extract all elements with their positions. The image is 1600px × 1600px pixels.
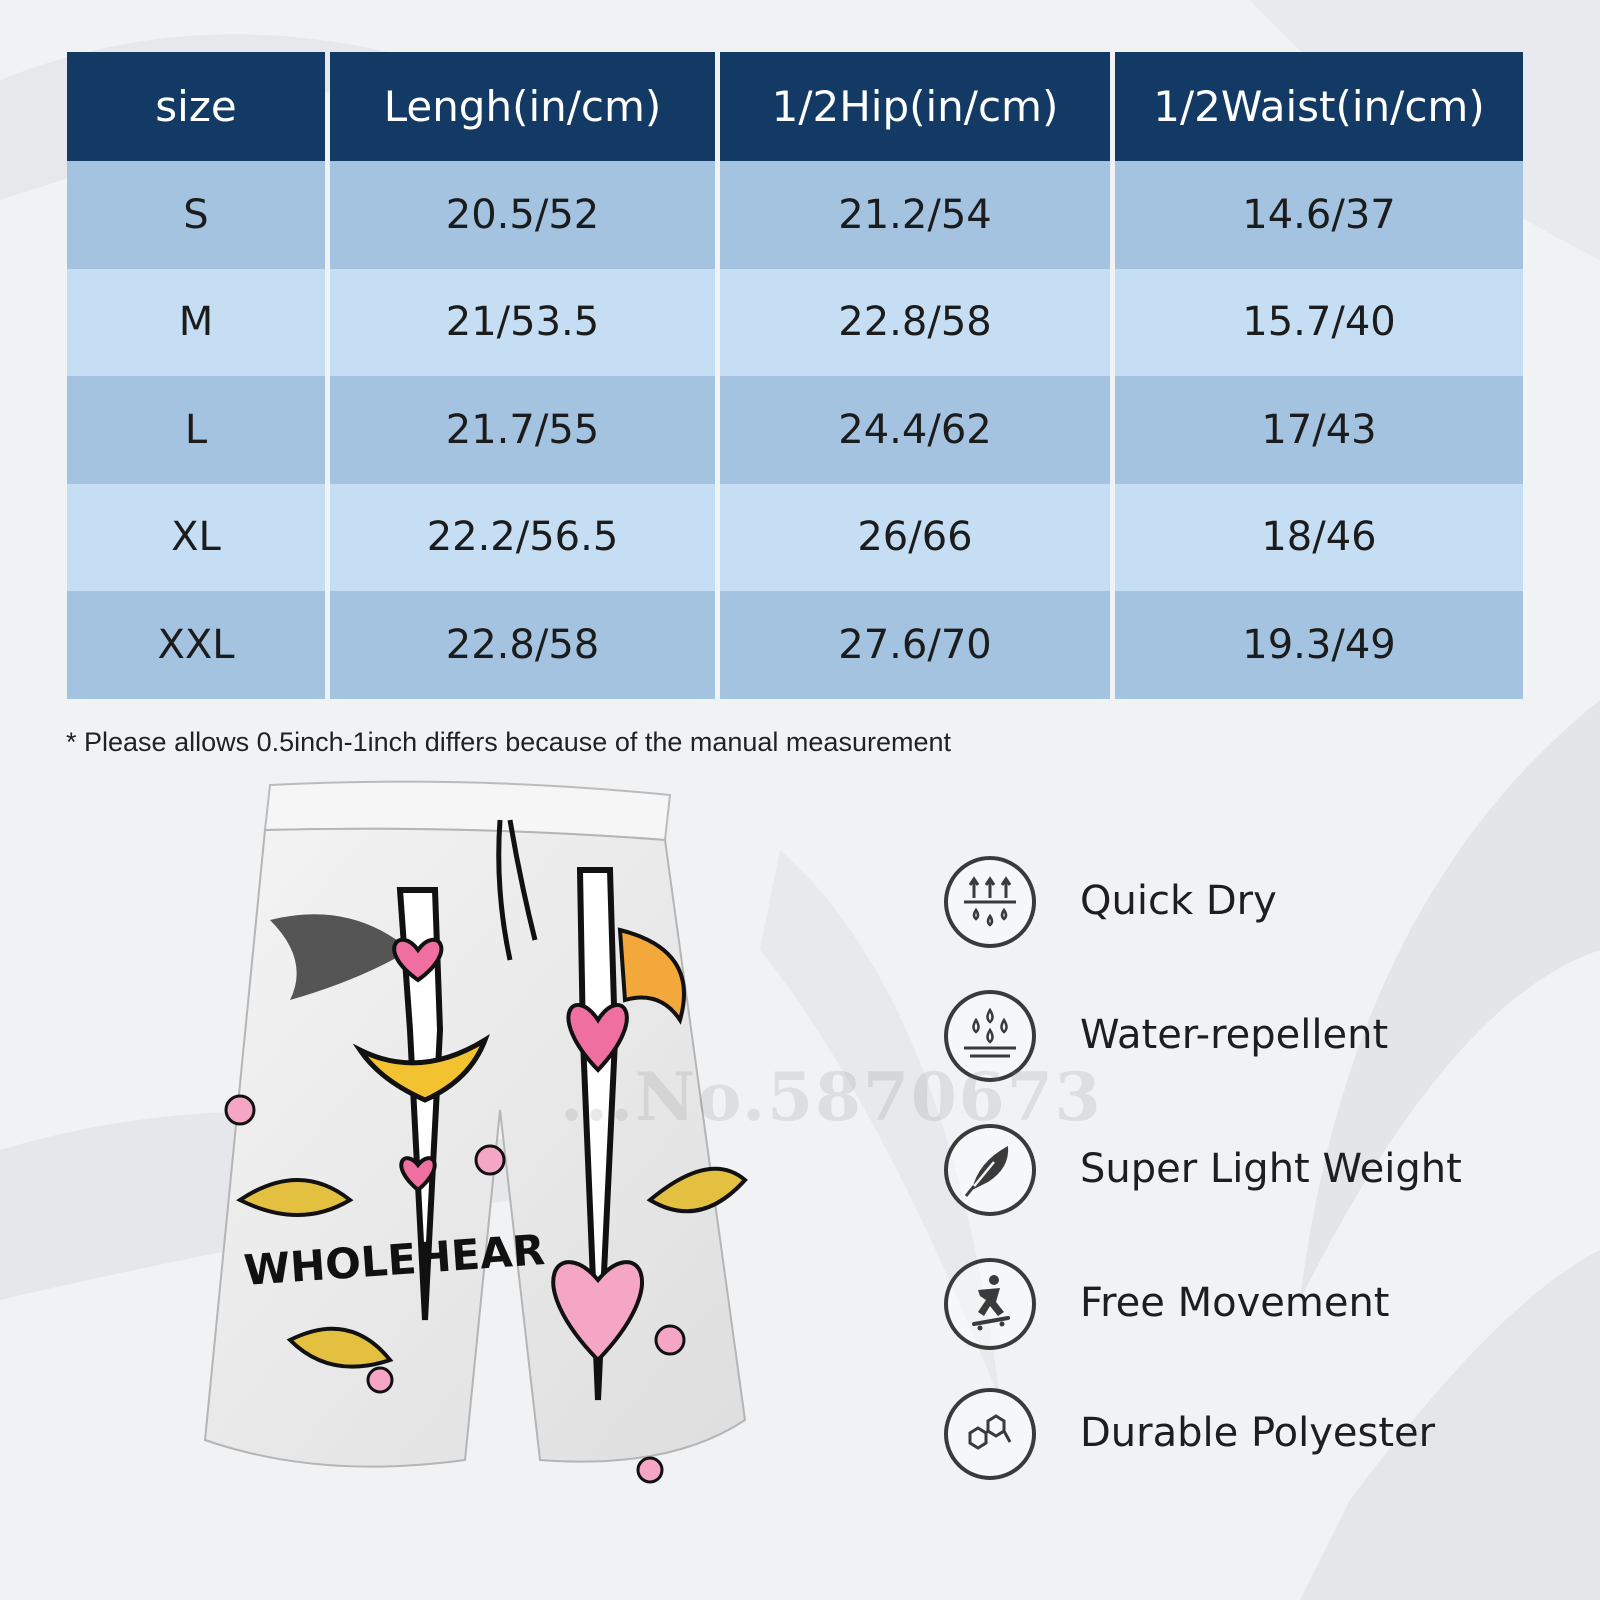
header-half-hip: 1/2Hip(in/cm) <box>720 52 1110 161</box>
skater-icon <box>944 1258 1036 1350</box>
cell-half-waist: 15.7/40 <box>1115 269 1523 377</box>
header-length: Lengh(in/cm) <box>330 52 715 161</box>
cell-size: L <box>67 376 325 484</box>
cell-length: 20.5/52 <box>330 161 715 269</box>
table-row <box>67 269 1523 377</box>
cell-half-waist: 14.6/37 <box>1115 161 1523 269</box>
watermark-text: ...No.5870673 <box>560 1058 1103 1136</box>
cell-length: 22.8/58 <box>330 591 715 699</box>
header-size: size <box>67 52 325 161</box>
feature-label: Free Movement <box>1080 1280 1390 1326</box>
cell-half-hip: 24.4/62 <box>720 376 1110 484</box>
cell-length: 22.2/56.5 <box>330 484 715 592</box>
cell-length: 21.7/55 <box>330 376 715 484</box>
table-row <box>67 591 1523 699</box>
cell-length: 21/53.5 <box>330 269 715 377</box>
table-row <box>67 484 1523 592</box>
shorts-print-text: WHOLEHEAR <box>242 1225 547 1295</box>
cell-size: S <box>67 161 325 269</box>
quick-dry-icon <box>944 856 1036 948</box>
cell-half-hip: 27.6/70 <box>720 591 1110 699</box>
cell-half-hip: 21.2/54 <box>720 161 1110 269</box>
cell-half-waist: 18/46 <box>1115 484 1523 592</box>
size-chart-table <box>62 52 1528 699</box>
header-half-waist: 1/2Waist(in/cm) <box>1115 52 1523 161</box>
feature-durable-polyester <box>944 1388 1544 1484</box>
cell-half-waist: 17/43 <box>1115 376 1523 484</box>
feature-label: Quick Dry <box>1080 878 1277 924</box>
cell-size: M <box>67 269 325 377</box>
polyester-molecule-icon <box>944 1388 1036 1480</box>
feature-quick-dry <box>944 856 1544 952</box>
cell-half-waist: 19.3/49 <box>1115 591 1523 699</box>
feature-free-movement <box>944 1258 1544 1354</box>
table-row <box>67 376 1523 484</box>
cell-half-hip: 26/66 <box>720 484 1110 592</box>
cell-half-hip: 22.8/58 <box>720 269 1110 377</box>
table-row <box>67 161 1523 269</box>
size-chart-header-row <box>67 52 1523 161</box>
measurement-note: * Please allows 0.5inch-1inch differs because of the manual measurement <box>66 727 952 757</box>
feature-super-light-weight <box>944 1124 1544 1220</box>
cell-size: XXL <box>67 591 325 699</box>
feature-label: Water-repellent <box>1080 1012 1389 1058</box>
feature-label: Super Light Weight <box>1080 1146 1462 1192</box>
feature-label: Durable Polyester <box>1080 1410 1436 1456</box>
product-shorts-image <box>200 780 770 1580</box>
feather-icon <box>944 1124 1036 1216</box>
cell-size: XL <box>67 484 325 592</box>
